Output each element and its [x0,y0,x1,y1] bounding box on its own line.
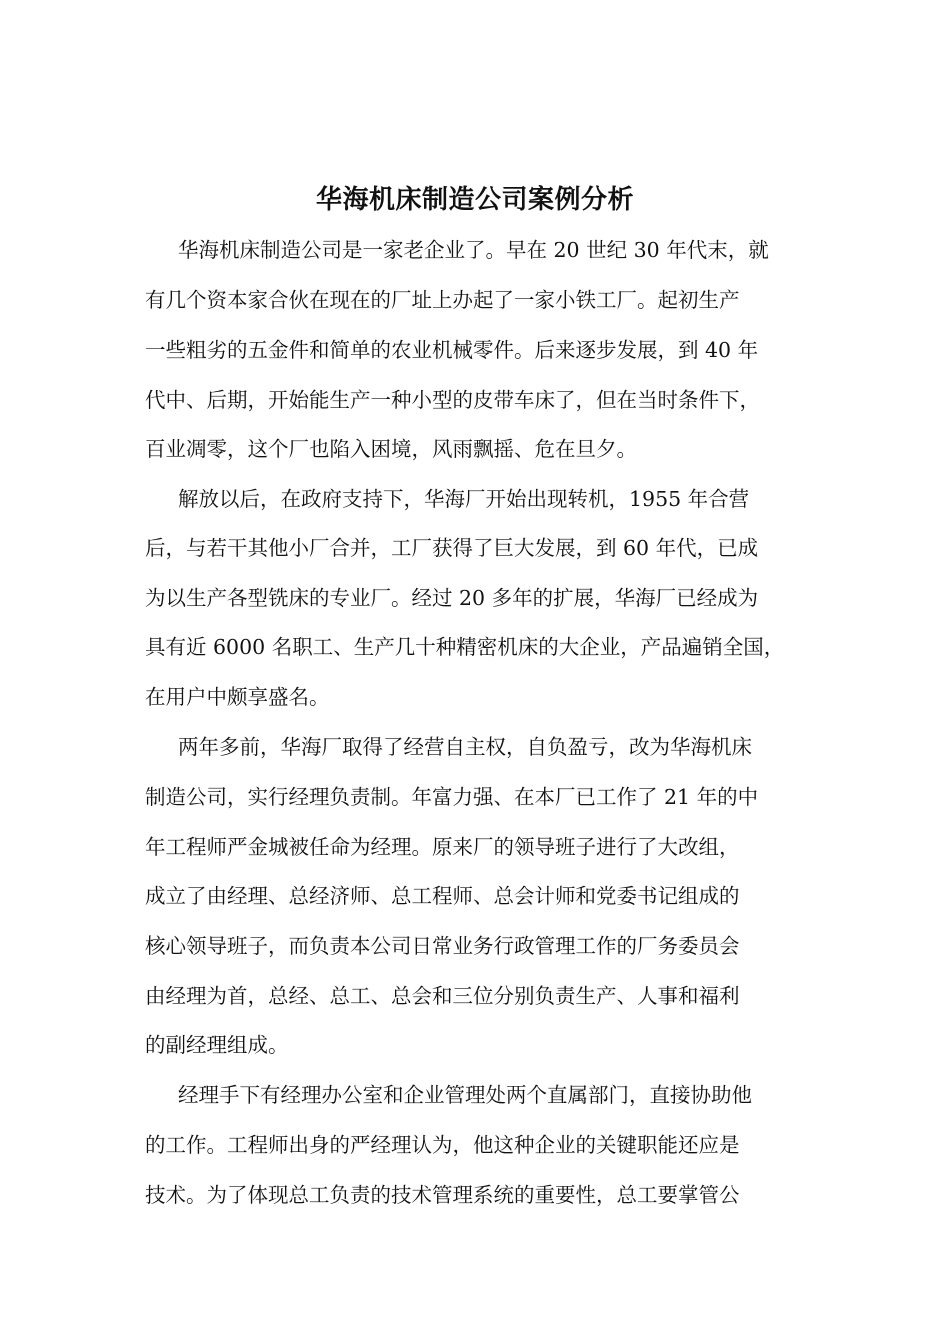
document-title: 华海机床制造公司案例分析 [315,185,634,215]
paragraph-line: 制造公司，实行经理负责制。年富力强、在本厂已工作了 21 年的中 [145,785,759,809]
paragraph-line: 在用户中颇享盛名。 [145,685,330,709]
paragraph-line: 华海机床制造公司是一家老企业了。早在 20 世纪 30 年代末，就 [178,238,769,262]
paragraph-line: 解放以后，在政府支持下，华海厂开始出现转机，1955 年合营 [178,487,750,511]
paragraph-line: 后，与若干其他小厂合并，工厂获得了巨大发展，到 60 年代，已成 [145,536,759,560]
paragraph-line: 具有近 6000 名职工、生产几十种精密机床的大企业，产品遍销全国， [145,635,785,659]
paragraph-line: 两年多前，华海厂取得了经营自主权，自负盈亏，改为华海机床 [178,735,752,759]
paragraph-line: 技术。为了体现总工负责的技术管理系统的重要性，总工要掌管公 [145,1183,740,1207]
paragraph-line: 核心领导班子，而负责本公司日常业务行政管理工作的厂务委员会 [145,934,740,958]
paragraph-line: 的副经理组成。 [145,1033,289,1057]
paragraph-line: 一些粗劣的五金件和简单的农业机械零件。后来逐步发展，到 40 年 [145,338,759,362]
paragraph-line: 为以生产各型铣床的专业厂。经过 20 多年的扩展，华海厂已经成为 [145,586,759,610]
paragraph-line: 成立了由经理、总经济师、总工程师、总会计师和党委书记组成的 [145,884,740,908]
paragraph-line: 年工程师严金城被任命为经理。原来厂的领导班子进行了大改组， [145,835,740,859]
paragraph-line: 代中、后期，开始能生产一种小型的皮带车床了，但在当时条件下， [145,388,760,412]
paragraph-line: 的工作。工程师出身的严经理认为，他这种企业的关键职能还应是 [145,1133,740,1157]
paragraph-line: 由经理为首，总经、总工、总会和三位分别负责生产、人事和福利 [145,984,740,1008]
paragraph-line: 有几个资本家合伙在现在的厂址上办起了一家小铁工厂。起初生产 [145,288,740,312]
paragraph-line: 百业凋零，这个厂也陷入困境，风雨飘摇、危在旦夕。 [145,437,637,461]
paragraph-line: 经理手下有经理办公室和企业管理处两个直属部门，直接协助他 [178,1083,752,1107]
